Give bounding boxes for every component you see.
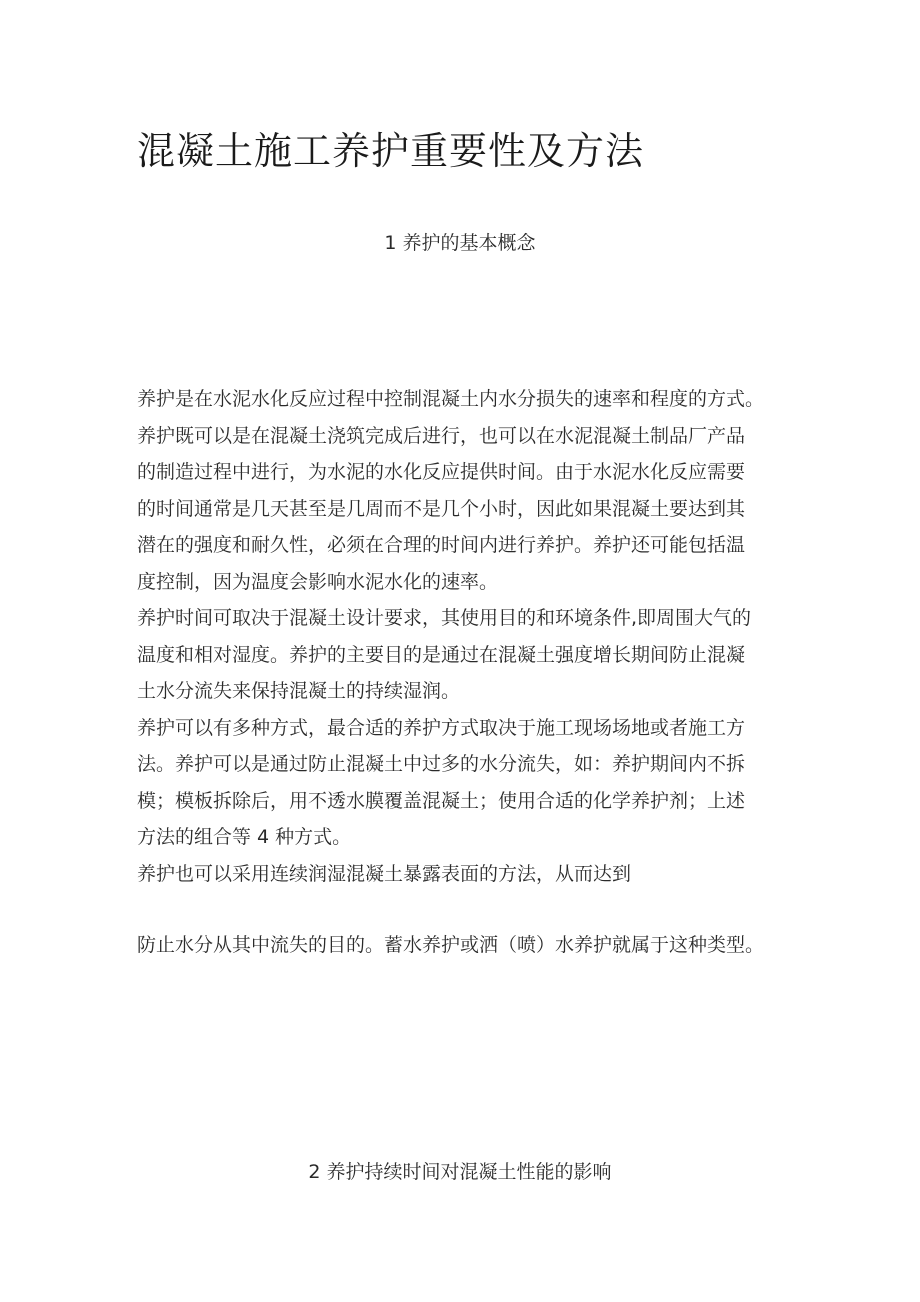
body-line: 模；模板拆除后，用不透水膜覆盖混凝土；使用合适的化学养护剂；上述 [137, 789, 746, 812]
body-line: 防止水分从其中流失的目的。蓄水养护或洒（喷）水养护就属于这种类型。 [137, 934, 765, 956]
section-heading-1: 1 养护的基本概念 [384, 232, 536, 254]
body-line: 方法的组合等 4 种方式。 [137, 826, 352, 848]
body-line: 养护时间可取决于混凝土设计要求，其使用目的和环境条件,即周围大气的 [137, 607, 752, 629]
document-title: 混凝土施工养护重要性及方法 [137, 129, 645, 173]
body-line: 法。养护可以是通过防止混凝土中过多的水分流失，如：养护期间内不拆 [137, 753, 746, 775]
body-line: 的时间通常是几天甚至是几周而不是几个小时，因此如果混凝土要达到其 [137, 497, 746, 520]
body-line: 潜在的强度和耐久性，必须在合理的时间内进行养护。养护还可能包括温 [137, 534, 746, 556]
body-line: 养护既可以是在混凝土浇筑完成后进行，也可以在水泥混凝土制品厂产品 [137, 424, 746, 447]
body-line: 土水分流失来保持混凝土的持续湿润。 [137, 680, 461, 702]
body-line: 养护是在水泥水化反应过程中控制混凝土内水分损失的速率和程度的方式。 [137, 388, 765, 410]
body-line: 养护可以有多种方式，最合适的养护方式取决于施工现场场地或者施工方 [137, 716, 746, 739]
body-line: 温度和相对湿度。养护的主要目的是通过在混凝土强度增长期间防止混凝 [137, 643, 746, 666]
body-text [137, 381, 797, 964]
section-heading-2: 2 养护持续时间对混凝土性能的影响 [308, 1161, 612, 1183]
body-line: 度控制，因为温度会影响水泥水化的速率。 [137, 570, 499, 593]
body-line: 养护也可以采用连续润湿混凝土暴露表面的方法，从而达到 [137, 862, 632, 885]
body-line: 的制造过程中进行，为水泥的水化反应提供时间。由于水泥水化反应需要 [137, 461, 746, 483]
